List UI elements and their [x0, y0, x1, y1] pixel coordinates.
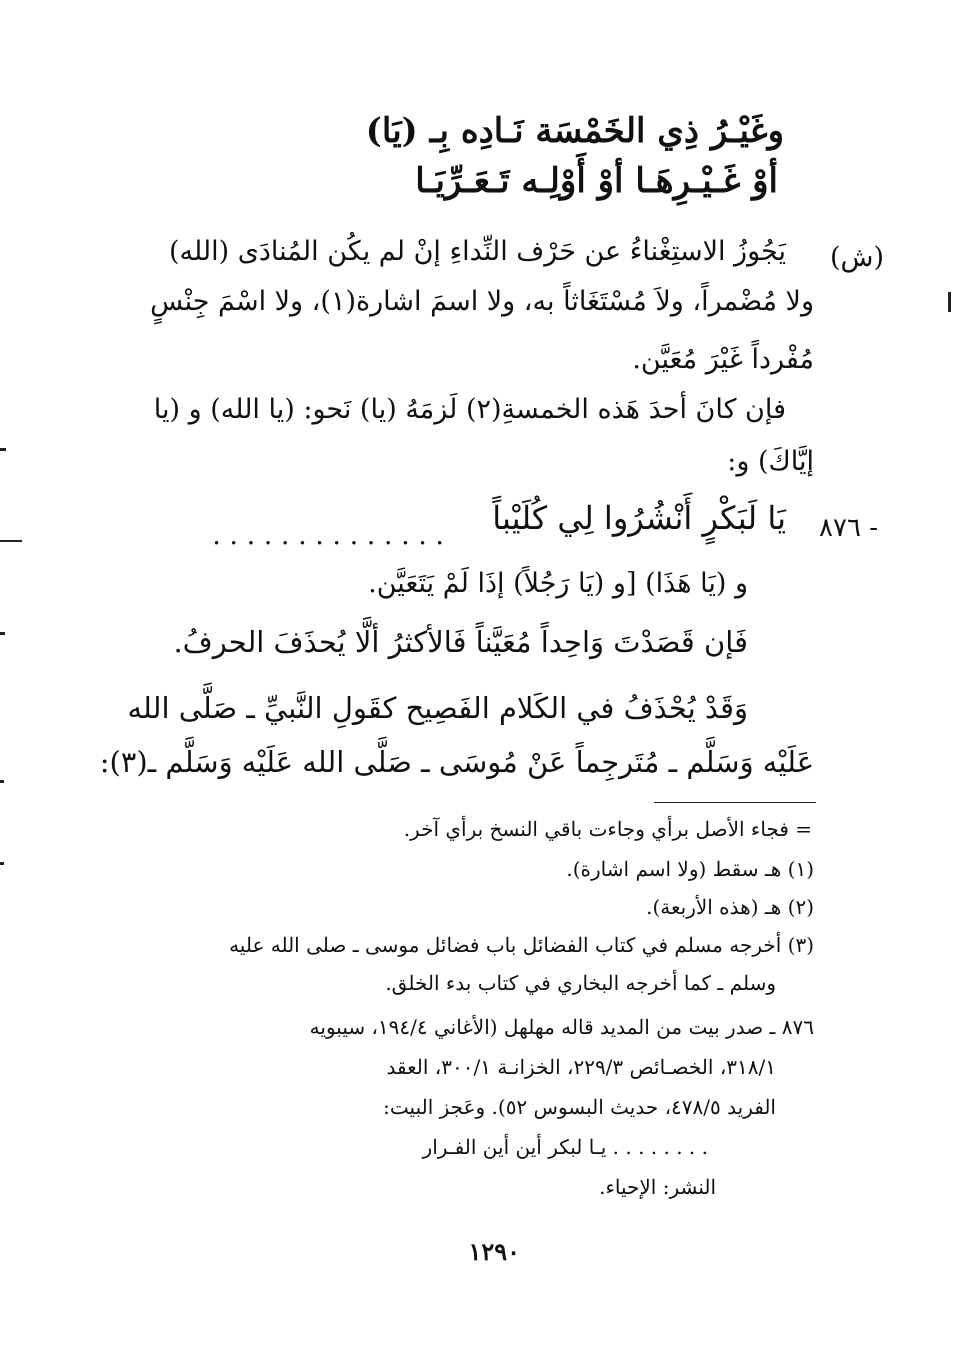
commentary-line: يَجُوزُ الاستِغْناءُ عن حَرْف النِّداءِ إنْ لم يكُن المُنادَى (الله): [168, 236, 786, 267]
footnote-separator: [654, 802, 816, 803]
scan-edge-mark: [0, 632, 5, 635]
footnote-line: النشر: الإحياء.: [599, 1175, 716, 1199]
example-number: ٨٧٦ -: [819, 513, 878, 543]
commentary-line: ولا مُضْمراً، ولاَ مُسْتَغَاثاً به، ولا اسمَ اشارة(١)، ولا اسْمَ جِنْسٍ: [150, 286, 814, 317]
footnote-line: وسلم ـ كما أخرجه البخاري في كتاب بدء الخلق.: [385, 971, 776, 995]
commentary-line: إيَّاكَ) و:: [727, 446, 814, 477]
footnote-line: . . . . . . . . يـا لبكر أين أين الفـرار: [422, 1135, 708, 1159]
scan-edge-mark: [0, 862, 4, 865]
verse-line-1: وغَيْـرُ ذِي الخَمْسَة نَـادِه بِـ (يَا): [365, 111, 784, 151]
commentary-marker: (ش): [829, 242, 884, 273]
scan-edge-mark: [0, 448, 6, 451]
example-hemistich: يَا لَبَكْرٍ أَنْشُرُوا لِي كُلَيْباً: [492, 499, 786, 537]
footnote-line: (٣) أخرجه مسلم في كتاب الفضائل باب فضائل موسى ـ صلى الله عليه: [229, 933, 814, 957]
footnote-line: (١) هـ سقط (ولا اسم اشارة).: [566, 857, 814, 881]
scan-edge-mark: [0, 780, 4, 783]
continuation-line: وَقَدْ يُحْذَفُ في الكَلام الفَصِيح كقَولِ النَّبيِّ ـ صَلَّى الله: [127, 691, 748, 725]
continuation-line: فَإن قَصَدْتَ وَاحِداً مُعَيَّناً فَالأكثرُ ألَّا يُحذَفَ الحرفُ.: [173, 625, 748, 659]
scan-edge-mark: [0, 540, 22, 542]
verse-line-2: أوْ غَـيْـرِهَـا أوْ أَوْلِـه تَـعَـرِّيَـا: [415, 161, 778, 201]
continuation-line: عَلَيْه وَسَلَّم ـ مُتَرجِماً عَنْ مُوسَى ـ صَلَّى الله عَلَيْه وَسَلَّم ـ(٣):: [99, 745, 814, 779]
footnote-line: الفريد ٤٧٨/٥، حديث البسوس ٥٢). وعَجز البيت:: [383, 1095, 776, 1119]
commentary-line: مُفْرداً غَيْرَ مُعَيَّن.: [632, 344, 814, 375]
example-dots: . . . . . . . . . . . . . .: [212, 520, 444, 551]
commentary-line: فإن كانَ أحدَ هَذه الخمسةِ(٢) لَزمَهُ (يا) نَحو: (يا الله) و (يا: [153, 394, 786, 425]
scan-edge-mark: [948, 292, 951, 312]
footnote-line: ٣١٨/١، الخصـائص ٢٢٩/٣، الخزانـة ٣٠٠/١، العقد: [386, 1055, 776, 1079]
continuation-line: و (يَا هَذَا) [و (يَا رَجُلاً) إذَا لَمْ يَتَعَيَّن.: [368, 568, 748, 599]
footnote-line: ٨٧٦ ـ صدر بيت من المديد قاله مهلهل (الأغاني ١٩٤/٤، سيبويه: [309, 1015, 814, 1039]
footnote-line: (٢) هـ (هذه الأربعة).: [646, 895, 814, 919]
footnote-line: = فجاء الأصل برأي وجاءت باقي النسخ برأي آخر.: [403, 817, 812, 841]
page-number: ١٢٩٠: [468, 1237, 520, 1266]
